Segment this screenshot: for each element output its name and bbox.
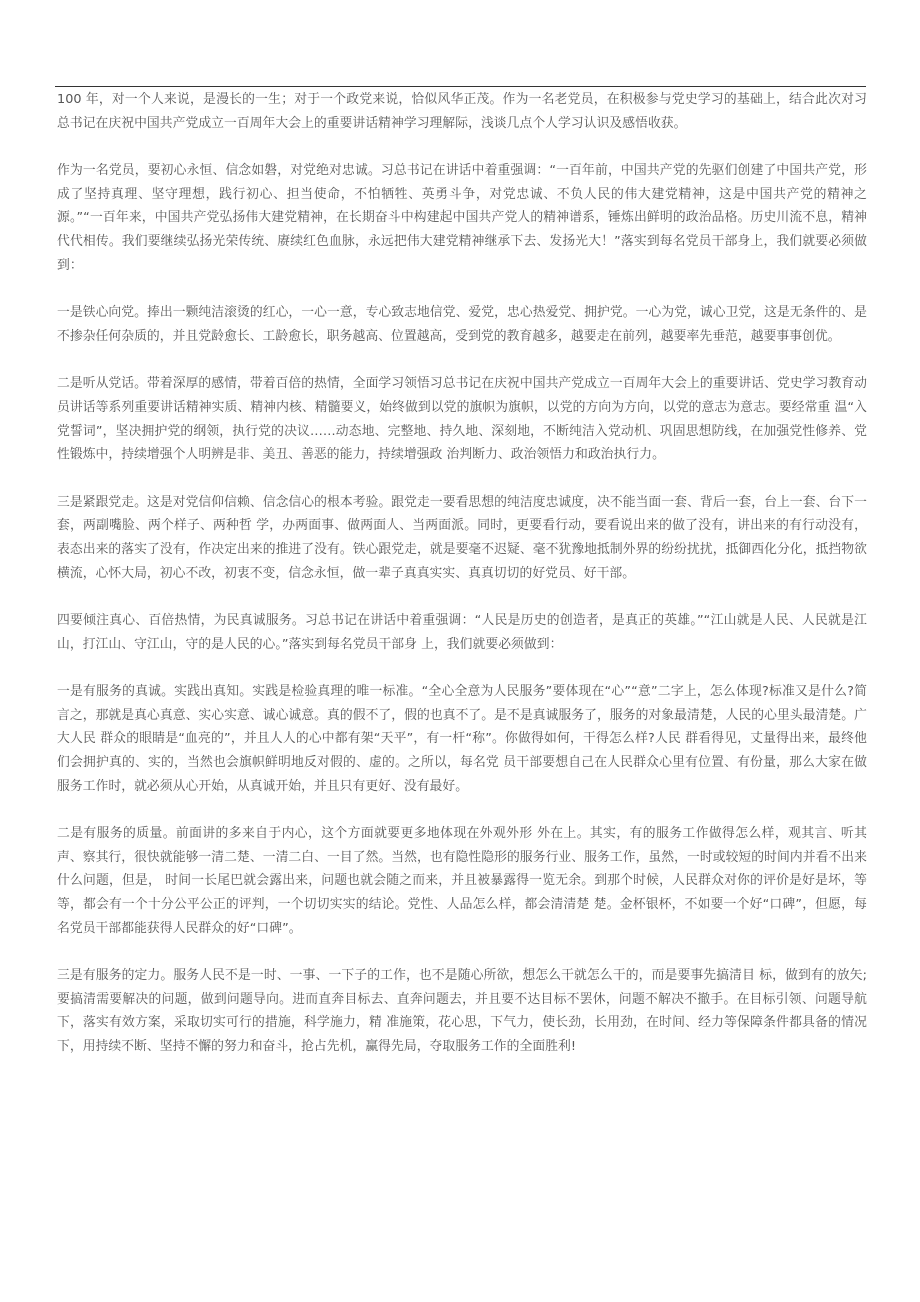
paragraph-intro: 100 年，对一个人来说，是漫长的一生；对于一个政党来说，恰似风华正茂。作为一名老党员，在积极参与党史学习的基础上，结合此次对习总书记在庆祝中国共产党成立一百周年大会上的重要讲话精神学习理解际，浅谈几点个人学习认识及感悟收获。 — [57, 92, 867, 131]
paragraph-service-quality: 二是有服务的质量。前面讲的多来自于内心，这个方面就要更多地体现在外观外形 外在上。其实，有的服务工作做得怎么样，观其言、听其声、察其行，很快就能够一清二楚、一清二白、一目了然。当然，也有隐性隐形的服务行业、服务工作，虽然，一时或较短的时间内并看不出来什么问题，但是， 时间一长尾巴就会露出来，问题也就会随之而来，并且被暴露得一览无余。到那个时候，人民群众对你的评价是好是坏，等等，都会有一个十分公平公正的评判，一个切切实实的结论。党性、人品怎么样，都会清清楚 楚。金杯银杯，不如要一个好“口碑”，但愿，每名党员干部都能获得人民群众的好“口碑”。 — [57, 826, 867, 936]
paragraph-point-3: 三是紧跟党走。这是对党信仰信赖、信念信心的根本考验。跟党走一要看思想的纯洁度忠诚度，决不能当面一套、背后一套，台上一套、台下一套，两副嘴脸、两个样子、两种哲 学，办两面事、做两面人、当两面派。同时，更要看行动，要看说出来的做了没有，讲出来的有行动没有，表态出来的落实了没有，作决定出来的推进了没有。铁心跟党走，就是要毫不迟疑、毫不犹豫地抵制外界的纷纷扰扰，抵御西化分化，抵挡物欲横流，心怀大局，初心不改，初衷不变，信念永恒，做一辈子真真实实、真真切切的好党员、好干部。 — [57, 494, 867, 581]
header-rule — [55, 86, 866, 87]
paragraph-service-focus: 三是有服务的定力。服务人民不是一时、一事、一下子的工作，也不是随心所欲，想怎么干就怎么干的，而是要事先搞清目 标，做到有的放矢;要搞清需要解决的问题，做到问题导向。进而直奔目标去、直奔问题去，并且要不达目标不罢休，问题不解决不撤手。在目标引领、问题导航下，落实有效方案，采取切实可行的措施，科学施力，精 准施策，花心思，下气力，使长劲，长用劲，在时间、经力等保障条件都具备的情况下，用持续不断、坚持不懈的努力和奋斗，抢占先机，赢得先局，夺取服务工作的全面胜利! — [57, 968, 867, 1054]
paragraph-serve-people: 四要倾注真心、百倍热情，为民真诚服务。习总书记在讲话中着重强调：“人民是历史的创造者，是真正的英雄。”“江山就是人民、人民就是江山，打江山、守江山，守的是人民的心。”落实到每名党员干部身 上，我们就要必须做到： — [57, 613, 867, 652]
paragraph-point-2: 二是听从党话。带着深厚的感情，带着百倍的热情，全面学习领悟习总书记在庆祝中国共产党成立一百周年大会上的重要讲话、党史学习教育动员讲话等系列重要讲话精神实质、精神内核、精髓要义，始终做到以党的旗帜为旗帜，以党的方向为方向，以党的意志为意志。要经常重 温“入党誓词”，坚决拥护党的纲领，执行党的决议……动态地、完整地、持久地、深刻地，不断纯洁入党动机、巩固思想防线，在加强党性修养、党性锻炼中，持续增强个人明辨是非、美丑、善恶的能力，持续增强政 治判断力、政治领悟力和政治执行力。 — [57, 376, 867, 463]
paragraph-service-sincerity: 一是有服务的真诚。实践出真知。实践是检验真理的唯一标准。“全心全意为人民服务”要体现在“心”“意”二字上，怎么体现?标准又是什么?简言之，那就是真心真意、实心实意、诚心诚意。真的假不了，假的也真不了。是不是真诚服务了，服务的对象最清楚，人民的心里头最清楚。广大人民 群众的眼睛是“血亮的”，并且人人的心中都有架“天平”，有一杆“称”。你做得如何，干得怎么样?人民 群看得见，丈量得出来，最终他们会拥护真的、实的，当然也会旗帜鲜明地反对假的、虚的。之所以，每名党 员干部要想自己在人民群众心里有位置、有份量，那么大家在做服务工作时，就必须从心开始，从真诚开始，并且只有更好、没有最好。 — [57, 684, 867, 794]
document-body — [57, 88, 867, 1083]
paragraph-point-1: 一是铁心向党。捧出一颗纯洁滚烫的红心，一心一意，专心致志地信党、爱党，忠心热爱党、拥护党。一心为党，诚心卫党，这是无条件的、是不掺杂任何杂质的，并且党龄愈长、工龄愈长，职务越高、位置越高，受到党的教育越多，越要走在前列，越要率先垂范，越要事事创优。 — [57, 305, 867, 344]
paragraph-loyalty: 作为一名党员，要初心永恒、信念如磐，对党绝对忠诚。习总书记在讲话中着重强调：“一百年前，中国共产党的先驱们创建了中国共产党，形成了坚持真理、坚守理想，践行初心、担当使命，不怕牺牲、英勇斗争，对党忠诚、不负人民的伟大建党精神，这是中国共产党的精神之源。”“一百年来，中国共产党弘扬伟大建党精神，在长期奋斗中构建起中国共产党人的精神谱系，锤炼出鲜明的政治品格。历史川流不息，精神代代相传。我们要继续弘扬光荣传统、赓续红色血脉，永远把伟大建党精神继承下去、发扬光大！”落实到每名党员干部身上，我们就要必须做到： — [57, 163, 867, 273]
